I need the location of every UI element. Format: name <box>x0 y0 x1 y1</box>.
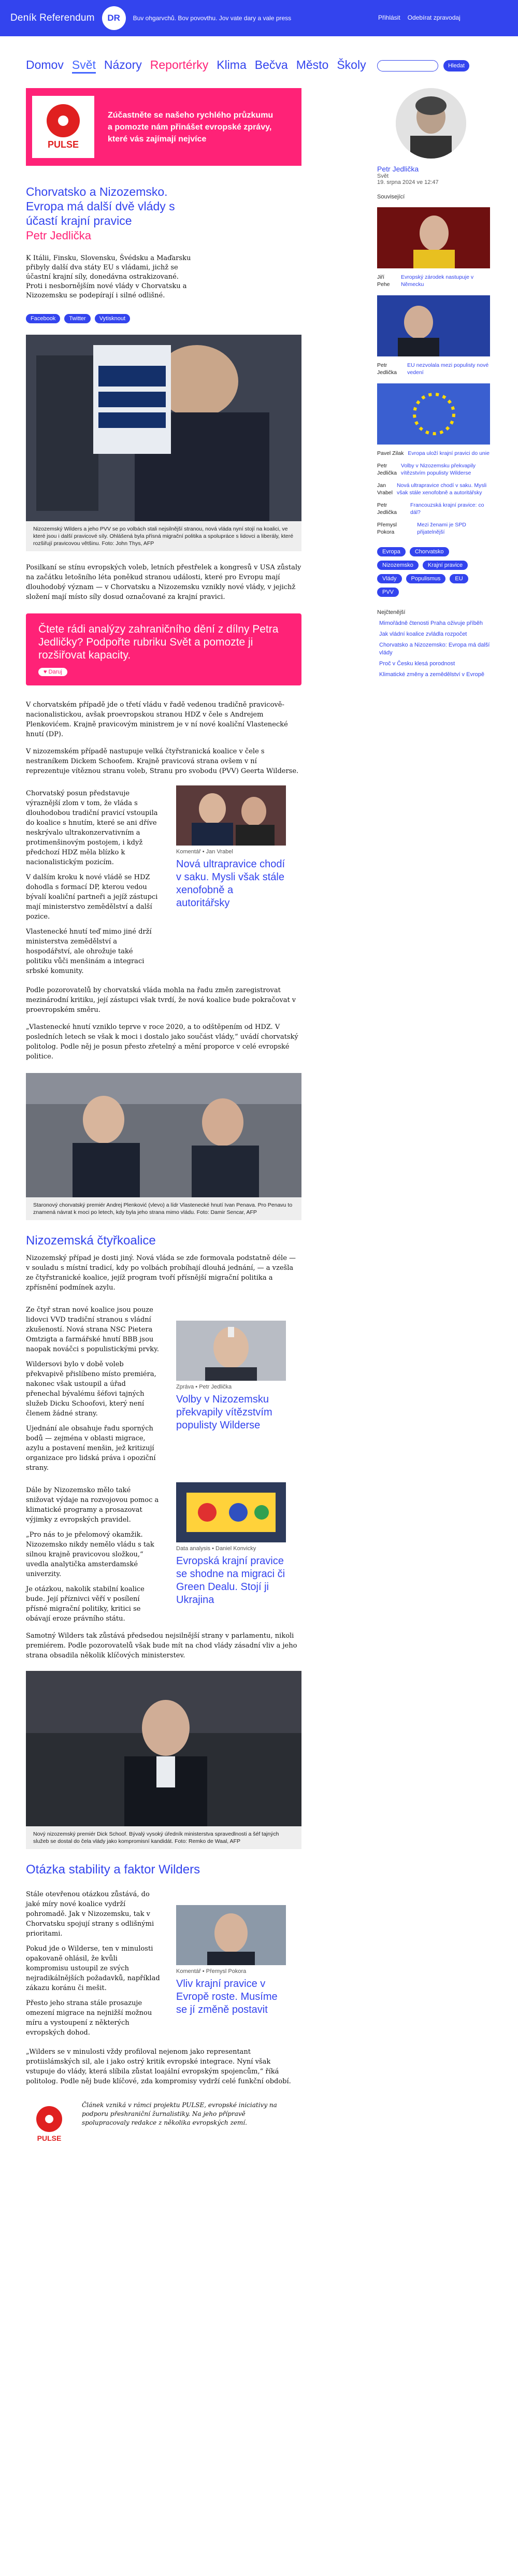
popular-item[interactable]: Jak vládní koalice zvládla rozpočet <box>379 631 467 637</box>
related-meta: Zpráva • Petr Jedlička <box>176 1384 232 1390</box>
sidebar-item-title[interactable]: Evropa uloží krajní pravici do unie <box>408 450 490 456</box>
text-with-related <box>26 1884 301 2038</box>
related-meta: Data analysis • Daniel Konvicky <box>176 1545 256 1552</box>
paragraph: Posilkaní se stínu evropských voleb, letních přestřelek a kongresů v USA zůstaly na začátku letošního léta poněkud stranou události, které pro Evropu mají dlouhodobý význam — v Chorvatsku a Nizozemsku vznikly nové vlády, v jejichž složení mají místo síly dosud označované za krajní pravici. <box>26 564 301 601</box>
sidebar-item-title[interactable]: Evropský zárodek nastupuje v Německu <box>401 274 474 288</box>
share-bar <box>26 314 301 323</box>
pulse-logo <box>26 2101 73 2148</box>
paragraph: Samotný Wilders tak zůstává předsedou nejsilnější strany v parlamentu, nikoli premiérem. Podle pozorovatelů však bude mít na chod vlády zásadní vliv a jeho strana obsadila několik klíčových ministerstev. <box>26 1632 297 1659</box>
tag[interactable]: EU <box>450 574 468 583</box>
section-heading: Otázka stability a faktor Wilders <box>26 1863 200 1877</box>
nav-mesto[interactable]: Město <box>296 58 329 71</box>
tag[interactable]: Vlády <box>377 574 402 583</box>
pulse-mark-icon <box>47 104 80 137</box>
banner-text: Zúčastněte se našeho rychlého průzkumu a pomozte nám přinášet evropské zprávy, které vás zajímají nejvíce <box>108 110 274 144</box>
photo-wilders-art <box>26 335 301 521</box>
sidebar-item[interactable] <box>377 502 490 516</box>
sidebar-author[interactable]: Petr Jedlička <box>377 165 419 173</box>
sidebar <box>377 88 490 679</box>
paragraph: Wildersovi bylo v době voleb překvapivě přislíbeno místo premiéra, nakonec však ustoupil a úřad přenechal bývalému šéfovi tajných služeb Dicku Schoofovi, který není členem žádné strany. <box>26 1361 156 1418</box>
nav-klima[interactable]: Klima <box>217 58 247 71</box>
paragraph: Pokud jde o Wilderse, ten v minulosti opakovaně ohlásil, že kvůli kompromisu ustoupil ze svých nejradikálnějších požadavků, například zákazu koránu či mešit. <box>26 1945 160 1992</box>
nav-svet[interactable]: Svět <box>72 58 96 74</box>
related-meta: Komentář • Jan Vrabel <box>176 849 233 855</box>
tag[interactable]: Nizozemsko <box>377 561 419 570</box>
paragraph: Chorvatský posun představuje výraznější zlom v tom, že vláda s dlouhodobou tradiční pravicí vstoupila do koalice s hnutím, které se ani dříve neskrývalo ultrakonzervativním a protimenšinovým postojem, i když předchozí HDZ měla blízko k nacionalistickým pozicím. <box>26 790 158 866</box>
facebook-button[interactable]: Facebook <box>26 314 60 323</box>
related-image <box>176 1482 286 1542</box>
sidebar-item-meta: Jiří Pehe <box>377 274 390 288</box>
paragraph: „Vlastenecké hnutí vzniklo teprve v roce 2020, a to odštěpením od HDZ. V posledních letech se však k moci i dostalo jako součást vlády,“ uvádí chorvatský politolog. Podle něj je posun přesto zřetelný a mění proporce v celé evropské politice. <box>26 1023 298 1061</box>
related-title[interactable]: Volby v Nizozemsku překvapily vítězstvím populisty Wilderse <box>176 1394 272 1431</box>
brand-name[interactable]: Deník Referendum <box>10 12 95 23</box>
pulse-mark-icon <box>36 2106 62 2132</box>
tag[interactable]: Populismus <box>406 574 446 583</box>
text-with-related <box>26 1300 301 1473</box>
sidebar-item-meta: Přemysl Pokora <box>377 522 397 535</box>
sidebar-item-meta: Pavel Zilak <box>377 450 404 456</box>
pulse-footer <box>26 2101 301 2148</box>
pulse-logo <box>32 96 94 158</box>
search-input[interactable] <box>377 60 438 71</box>
related-article[interactable] <box>176 1482 286 1624</box>
article-author[interactable]: Petr Jedlička <box>26 229 91 242</box>
related-image <box>176 785 286 846</box>
photo-wilders <box>26 335 301 521</box>
sidebar-date: 19. srpna 2024 ve 12:47 <box>377 179 439 185</box>
paragraph: Podle pozorovatelů by chorvatská vláda mohla na řadu změn zaregistrovat mezinárodní kritiku, její zástupci však tvrdí, že nová koalice bude pokračovat v proevropském směru. <box>26 986 296 1014</box>
login-link[interactable]: Přihlásit <box>378 14 400 21</box>
nav-nazory[interactable]: Názory <box>104 58 142 71</box>
tag[interactable]: Krajní pravice <box>423 561 468 570</box>
popular-label: Nejčtenější <box>377 609 406 616</box>
article-title: Chorvatsko a Nizozemsko. Evropa má další dvě vlády s účastí krajní pravice <box>26 185 175 227</box>
photo-schoof-art <box>26 1671 301 1826</box>
main-nav <box>26 58 366 74</box>
related-image <box>176 1905 286 1965</box>
slogan: Buv ohgarvchů. Bov povovthu. Jov vate dary a vale press <box>133 15 292 22</box>
sidebar-item[interactable] <box>377 482 490 496</box>
related-image <box>176 1321 286 1381</box>
photo-plenkovic <box>26 1073 301 1197</box>
popular-item[interactable]: Chorvatsko a Nizozemsko: Evropa má další vlády <box>379 642 490 656</box>
paragraph: Nizozemský případ je dosti jiný. Nová vláda se zde formovala podstatně déle — v souladu s místní tradicí, kdy po volbách probíhají dlouhá jednání, — a vzešla ze čtyřstranické koalice, jejíž program tvoří přísnější migrační politika a zpřísnění podmínek azylu. <box>26 1254 296 1292</box>
paragraph: „Pro nás to je přelomový okamžik. Nizozemsko nikdy nemělo vládu s tak silnou krajně pravicovou složkou,“ uvedla analytička amsterdamské univerzity. <box>26 1531 154 1578</box>
sidebar-item[interactable] <box>377 450 490 457</box>
sidebar-section: Svět <box>377 173 389 179</box>
sidebar-item-meta: Petr Jedlička <box>377 502 397 516</box>
tag-list <box>377 547 490 597</box>
popular-item[interactable]: Proč v Česku klesá porodnost <box>379 661 455 667</box>
sidebar-item[interactable] <box>377 274 490 288</box>
author-avatar[interactable] <box>396 88 466 159</box>
sidebar-item-title[interactable]: Francouzská krajní pravice: co dál? <box>410 502 484 516</box>
photo-plenkovic-art <box>26 1073 301 1197</box>
paragraph: Vlastenecké hnutí teď mimo jiné drží ministerstva zemědělství a hospodářství, ale ohrožuje také politiku vůči menšinám a integraci srbské komunity. <box>26 928 152 975</box>
pulse-banner[interactable] <box>26 88 301 166</box>
sidebar-item-title[interactable]: Nová ultrapravice chodí v saku. Mysli však stále xenofobně a autoritářsky <box>396 482 487 496</box>
paragraph: Je otázkou, nakolik stabilní koalice bude. Její příznivci věří v posílení přísné migrační politiky, kritici se obávají eroze právního státu. <box>26 1585 145 1623</box>
paragraph: Stále otevřenou otázkou zůstává, do jaké míry nové koalice vydrží pohromadě. Jak v Nizozemsku, tak v Chorvatsku spojují strany s odlišnými prioritami. <box>26 1891 154 1938</box>
related-article[interactable] <box>176 1321 286 1473</box>
tag[interactable]: PVV <box>377 588 399 597</box>
sidebar-item-title[interactable]: Volby v Nizozemsku překvapily vítězstvím populisty Wilderse <box>400 463 476 476</box>
article-perex: K Itálii, Finsku, Slovensku, Švédsku a Maďarsku přibyly další dva státy EU s vládami, jichž se účastní krajní síly, donedávna ostrakizované. Proti i nesbornějším nové vlády v Chorvatsku a Nizozemsku se podepírají i silné odlišné. <box>26 254 191 299</box>
related-title[interactable]: Evropská krajní pravice se shodne na migraci či Green Dealu. Stojí ji Ukrajina <box>176 1555 285 1606</box>
twitter-button[interactable]: Twitter <box>64 314 90 323</box>
sidebar-item-meta: Petr Jedlička <box>377 362 397 376</box>
photo-caption: Staronový chorvatský premiér Andrej Plenković (vlevo) a lídr Vlastenecké hnutí Ivan Penava. Pro Penavu to znamená návrat k moci po letech, kdy byla jeho strana mimo vládu. Foto: Damir Sencar, AFP <box>26 1197 301 1220</box>
donate-button[interactable]: ♥ Daruj <box>38 668 67 676</box>
related-meta: Komentář • Přemysl Pokora <box>176 1968 247 1974</box>
text-with-related <box>26 1480 301 1624</box>
related-title[interactable]: Vliv krajní pravice v Evropě roste. Musíme se jí změně postavit <box>176 1978 278 2015</box>
photo-caption: Nový nizozemský premiér Dick Schoof. Bývalý vysoký úředník ministerstva spravedlnosti a šéf tajných služeb se dostal do čela vlády jako kompromisní kandidát. Foto: Remko de Waal, AFP <box>26 1826 301 1849</box>
nav-domov[interactable]: Domov <box>26 58 64 71</box>
related-article[interactable] <box>176 1905 286 2038</box>
top-links <box>378 14 461 21</box>
section-heading: Nizozemská čtyřkoalice <box>26 1234 156 1248</box>
popular-item[interactable]: Klimatické změny a zemědělství v Evropě <box>379 671 484 678</box>
site-logo[interactable]: DR <box>102 6 126 30</box>
nav-reporterky[interactable]: Reportérky <box>150 58 209 71</box>
photo-schoof <box>26 1671 301 1826</box>
paragraph: Ze čtyř stran nové koalice jsou pouze lidovci VVD tradiční stranou s vládní zkušeností. Nová strana NSC Pietera Omtzigta a farmářské hnutí BBB jsou naopak nováčci s populistickými prvky. <box>26 1306 159 1353</box>
related-label: Související <box>377 194 405 200</box>
nav-skoly[interactable]: Školy <box>337 58 366 71</box>
print-button[interactable]: Vytisknout <box>95 314 130 323</box>
pulse-label: PULSE <box>37 2134 62 2142</box>
pulse-label: PULSE <box>47 139 79 150</box>
footer-note: Článek vzniká v rámci projektu PULSE, evropské iniciativy na podporu přeshraniční žurnalistiky. Na jeho přípravě spolupracovaly redakce z několika evropských zemí. <box>82 2101 277 2126</box>
tag[interactable]: Chorvatsko <box>410 547 449 556</box>
sidebar-image[interactable] <box>377 207 490 268</box>
donate-question: Čtete rádi analýzy zahraničního dění z dílny Petra Jedličky? Podpořte rubriku Svět a pomozte ji rozšiřovat kapacity. <box>38 623 279 661</box>
paragraph: Přesto jeho strana stále prosazuje omezení migrace na nejnižší možnou míru a vystoupení z některých evropských dohod. <box>26 1999 152 2037</box>
top-bar <box>0 0 518 36</box>
sidebar-item-meta: Jan Vrabel <box>377 482 393 496</box>
paragraph: V dalším kroku k nové vládě se HDZ dohodla s formací DP, kterou vedou bývalí koaliční partneři a jejíž zástupci mají ministerstvo zemědělství a další pozice. <box>26 874 158 921</box>
sidebar-item[interactable] <box>377 521 490 536</box>
sidebar-item-title[interactable]: EU nezvolala mezi populisty nové vedení <box>407 362 489 376</box>
tag[interactable]: Evropa <box>377 547 406 556</box>
sidebar-item[interactable] <box>377 462 490 477</box>
newsletter-link[interactable]: Odebírat zpravodaj <box>407 14 461 21</box>
popular-list <box>377 620 490 679</box>
related-article[interactable] <box>176 785 286 976</box>
search-button[interactable]: Hledat <box>443 60 469 71</box>
related-title[interactable]: Nová ultrapravice chodí v saku. Mysli však stále xenofobně a autoritářsky <box>176 858 285 909</box>
text-with-related <box>26 783 301 976</box>
sidebar-item-meta: Petr Jedlička <box>377 463 397 476</box>
nav-becva[interactable]: Bečva <box>254 58 288 71</box>
paragraph: Ujednání ale obsahuje řadu sporných bodů — zejména v oblasti migrace, azylu a postavení menšin, jež kritizují organizace pro lidská práva i opoziční strany. <box>26 1425 156 1472</box>
paragraph: V nizozemském případě nastupuje velká čtyřstranická koalice v čele s nestraníkem Dickem Schoofem. Krajně pravicová strana ovšem v ní reprezentuje vítěznou stranu voleb, Stranu pro svobodu (PVV) Geerta Wilderse. <box>26 748 299 775</box>
sidebar-image[interactable] <box>377 383 490 445</box>
paragraph: Dále by Nizozemsko mělo také snižovat výdaje na rozvojovou pomoc a klimatické programy a prosazovat výjimky z evropských pravidel. <box>26 1486 159 1524</box>
article <box>26 88 301 2148</box>
paragraph: V chorvatském případě jde o třetí vládu v řadě vedenou tradičně pravicově-nacionalistickou, avšak proevropskou stranou HDZ v čele s Andrejem Plenkovićem. Krajně pravicovým ministrem je v ní nové koaliční Vlastenecké hnutí (DP). <box>26 701 288 738</box>
paragraph: „Wilders se v minulosti vždy profiloval nejenom jako representant protiislámských sil, ale i jako ostrý kritik evropské integrace. Nyní však vstupuje do vlády, která slíbila zůstat loajální evropským spojencům,“ říká politolog. Podle něj bude klíčové, zda kompromisy vydrží celé funkční období. <box>26 2048 291 2085</box>
photo-caption: Nizozemský Wilders a jeho PVV se po volbách stali nejsilnější stranou, nová vláda nyní stojí na koalici, ve které jsou i další pravicové síly. Ohlášená byla přísná migrační politika a spolupráce s lidovci a liberály, které rozšiřují pravicovou většinu. Foto: John Thys, AFP <box>26 521 301 551</box>
popular-item[interactable]: Mimořádně čtenosti Praha oživuje příběh <box>379 620 483 626</box>
donate-box <box>26 613 301 685</box>
sidebar-image[interactable] <box>377 295 490 356</box>
sidebar-item-title[interactable]: Mezi ženami je SPD přijatelnější <box>417 522 466 535</box>
sidebar-item[interactable] <box>377 362 490 376</box>
